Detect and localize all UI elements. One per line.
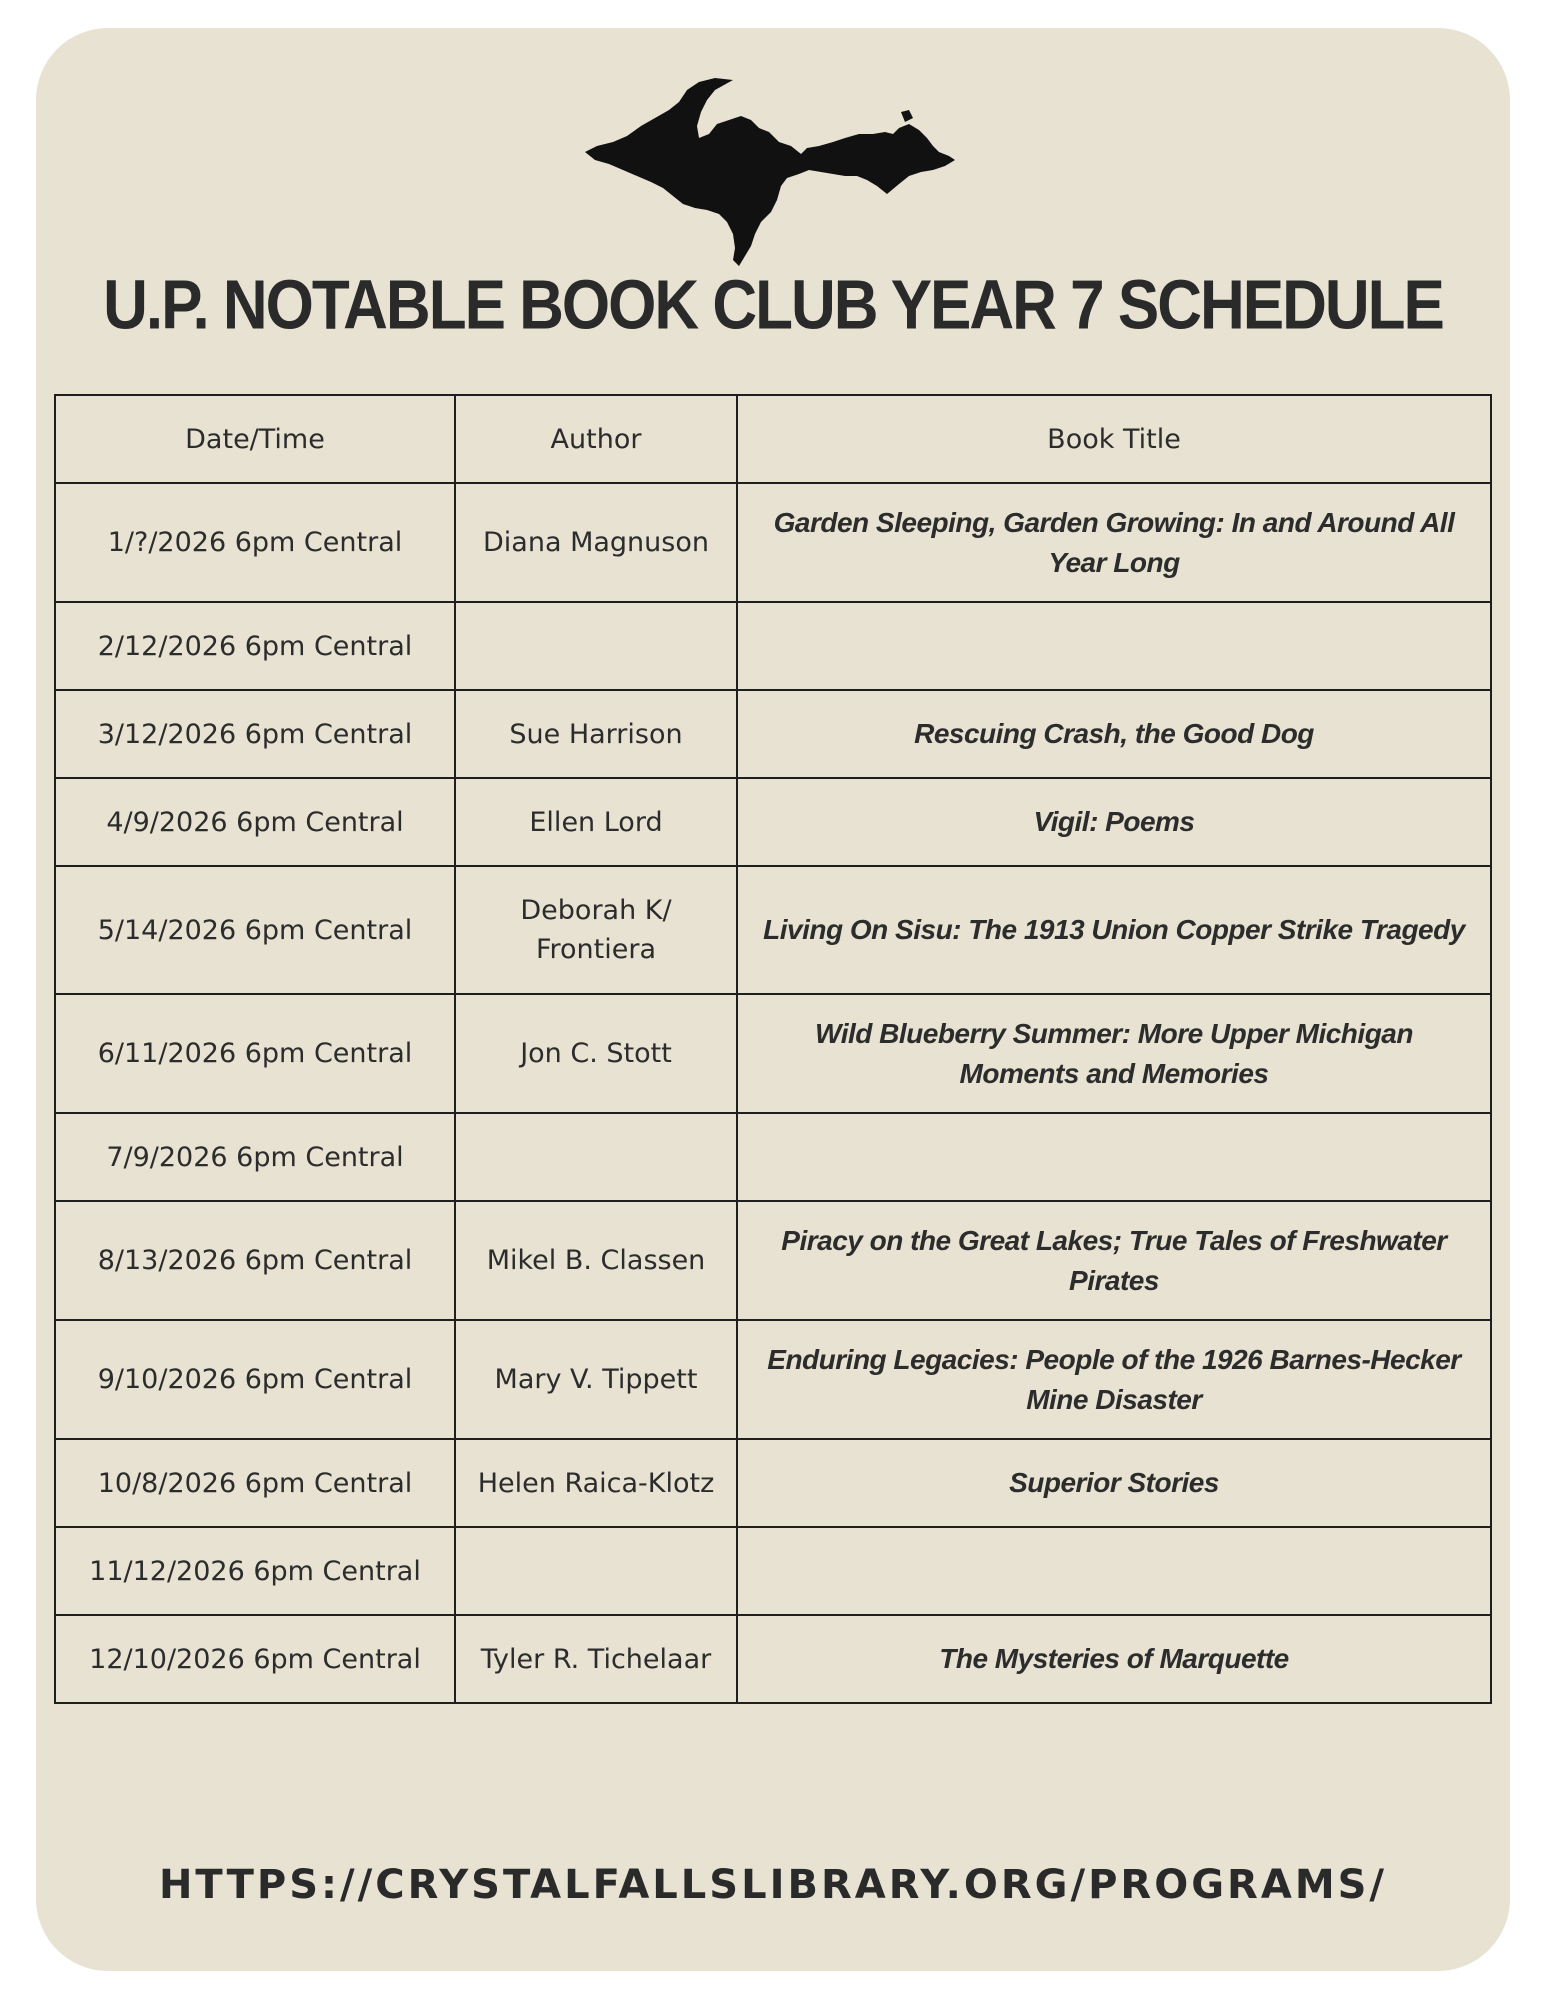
author-cell (455, 1527, 737, 1615)
page-title: U.P. NOTABLE BOOK CLUB YEAR 7 SCHEDULE (103, 266, 1443, 345)
author-cell: Sue Harrison (455, 690, 737, 778)
table-row (55, 1113, 1491, 1201)
michigan-upper-peninsula-silhouette-icon (583, 76, 959, 270)
table-row (55, 1201, 1491, 1320)
author-cell: Mikel B. Classen (455, 1201, 737, 1320)
book-title-cell: Wild Blueberry Summer: More Upper Michigan Moments and Memories (737, 994, 1491, 1113)
date-time-cell: 12/10/2026 6pm Central (55, 1615, 455, 1703)
book-title-cell: Enduring Legacies: People of the 1926 Barnes-Hecker Mine Disaster (737, 1320, 1491, 1439)
date-time-cell: 7/9/2026 6pm Central (55, 1113, 455, 1201)
author-cell: Jon C. Stott (455, 994, 737, 1113)
table-row (55, 1527, 1491, 1615)
date-time-cell: 4/9/2026 6pm Central (55, 778, 455, 866)
programs-url-link[interactable]: HTTPS://CRYSTALFALLSLIBRARY.ORG/PROGRAMS/ (158, 1862, 1388, 1908)
column-header-author: Author (455, 395, 737, 483)
book-title-cell (737, 602, 1491, 690)
date-time-cell: 1/?/2026 6pm Central (55, 483, 455, 602)
table-header-row (55, 395, 1491, 483)
table-row (55, 1320, 1491, 1439)
book-title-cell: Superior Stories (737, 1439, 1491, 1527)
column-header-book-title: Book Title (737, 395, 1491, 483)
author-cell: Helen Raica-Klotz (455, 1439, 737, 1527)
table-row (55, 690, 1491, 778)
author-cell (455, 1113, 737, 1201)
author-cell: Tyler R. Tichelaar (455, 1615, 737, 1703)
date-time-cell: 11/12/2026 6pm Central (55, 1527, 455, 1615)
table-row (55, 778, 1491, 866)
book-title-cell: The Mysteries of Marquette (737, 1615, 1491, 1703)
date-time-cell: 6/11/2026 6pm Central (55, 994, 455, 1113)
date-time-cell: 8/13/2026 6pm Central (55, 1201, 455, 1320)
book-title-cell (737, 1527, 1491, 1615)
author-cell: Ellen Lord (455, 778, 737, 866)
date-time-cell: 10/8/2026 6pm Central (55, 1439, 455, 1527)
column-header-date-time: Date/Time (55, 395, 455, 483)
date-time-cell: 9/10/2026 6pm Central (55, 1320, 455, 1439)
date-time-cell: 5/14/2026 6pm Central (55, 866, 455, 994)
book-title-cell: Piracy on the Great Lakes; True Tales of Freshwater Pirates (737, 1201, 1491, 1320)
book-title-cell: Rescuing Crash, the Good Dog (737, 690, 1491, 778)
author-cell: Deborah K/ Frontiera (455, 866, 737, 994)
table-row (55, 994, 1491, 1113)
table-row (55, 1439, 1491, 1527)
author-cell (455, 602, 737, 690)
book-title-cell: Vigil: Poems (737, 778, 1491, 866)
table-row (55, 483, 1491, 602)
author-cell: Diana Magnuson (455, 483, 737, 602)
schedule-table (54, 394, 1492, 1704)
table-row (55, 1615, 1491, 1703)
book-title-cell: Garden Sleeping, Garden Growing: In and Around All Year Long (737, 483, 1491, 602)
author-cell: Mary V. Tippett (455, 1320, 737, 1439)
date-time-cell: 2/12/2026 6pm Central (55, 602, 455, 690)
date-time-cell: 3/12/2026 6pm Central (55, 690, 455, 778)
book-title-cell (737, 1113, 1491, 1201)
table-row (55, 602, 1491, 690)
book-title-cell: Living On Sisu: The 1913 Union Copper Strike Tragedy (737, 866, 1491, 994)
table-row (55, 866, 1491, 994)
